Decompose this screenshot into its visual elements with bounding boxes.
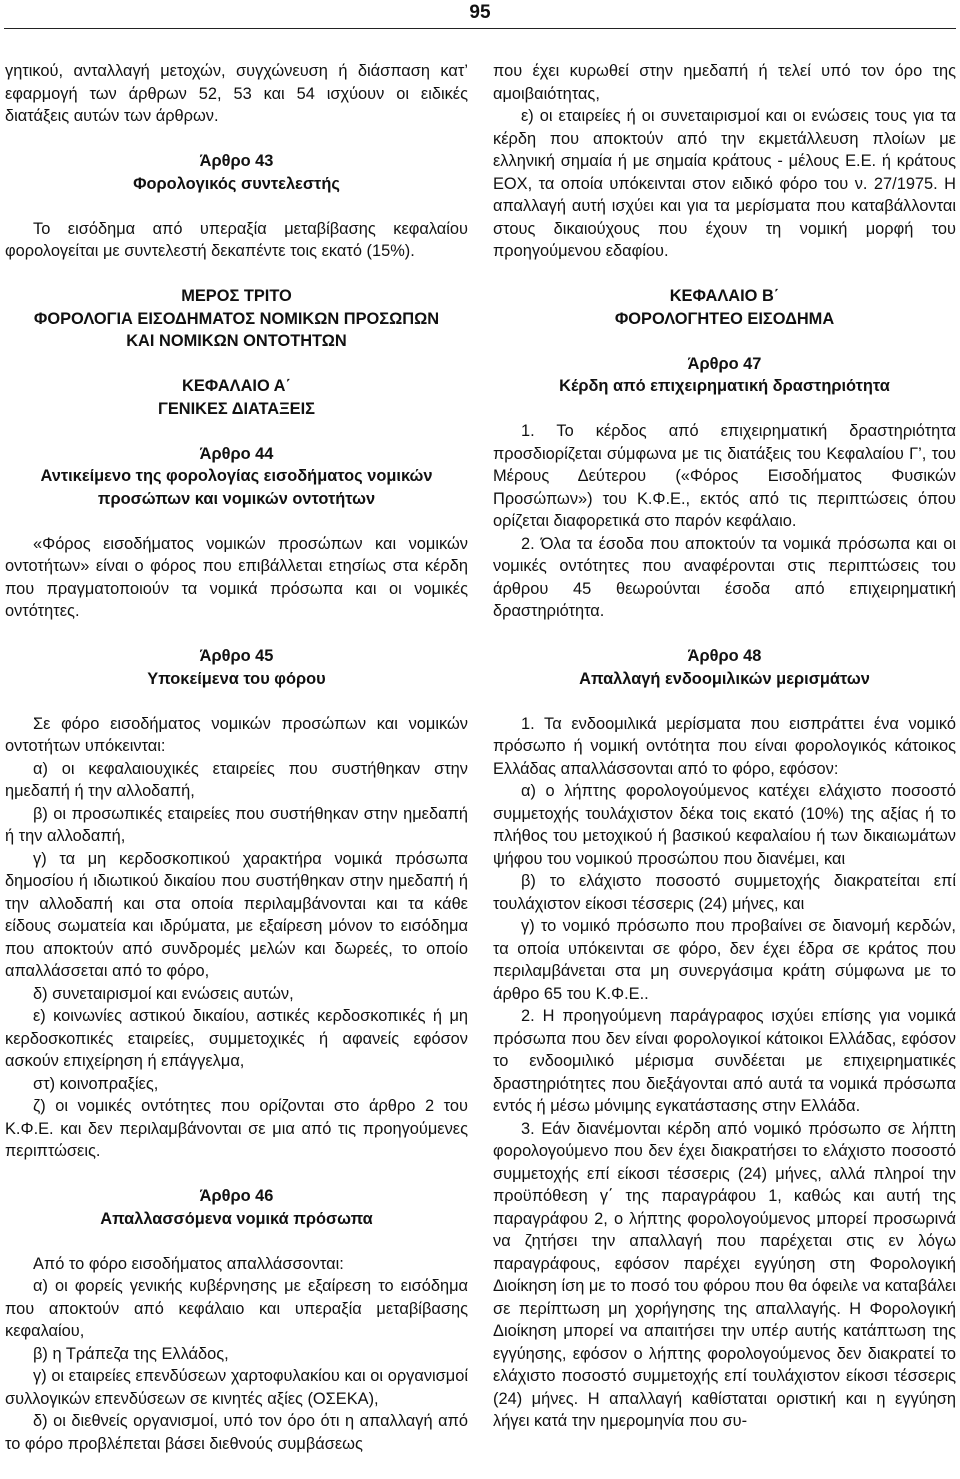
section-heading: Άρθρο 45 [199,647,274,665]
body-paragraph: γ) οι εταιρείες επενδύσεων χαρτοφυλακίου και οι οργανισμοί συλλογικών επενδύσεων σε κινητές αξίες (ΟΣΕΚΑ), [5,1367,468,1408]
body-paragraph: Σε φόρο εισοδήματος νομικών προσώπων και νομικών οντοτήτων υπόκεινται: [5,714,468,755]
section-heading: προσώπων και νομικών οντοτήτων [97,489,376,508]
section-heading: ΦΟΡΟΛΟΓΙΑ ΕΙΣΟΔΗΜΑΤΟΣ ΝΟΜΙΚΩΝ ΠΡΟΣΩΠΩΝ [33,309,440,328]
section-heading: Υποκείμενα του φόρου [147,669,326,688]
section-heading: Αντικείμενο της φορολογίας εισοδήματος νομικών [40,467,433,485]
body-paragraph: β) το ελάχιστο ποσοστό συμμετοχής διακρατείται επί τουλάχιστον είκοσι τέσσερις (24) μήνες, και [493,872,956,913]
body-paragraph: β) η Τράπεζα της Ελλάδος, [33,1344,229,1363]
section-heading: ΚΑΙ ΝΟΜΙΚΩΝ ΟΝΤΟΤΗΤΩΝ [126,332,347,350]
section-heading: Κέρδη από επιχειρηματική δραστηριότητα [559,377,890,395]
body-paragraph: α) οι φορείς γενικής κυβέρνησης με εξαίρεση το εισόδημα που αποκτούν από κεφάλαιο και υπεραξία μεταβίβασης κεφαλαίου, [5,1277,468,1340]
body-paragraph: «Φόρος εισοδήματος νομικών προσώπων και νομικών οντοτήτων» είναι ο φόρος που επιβάλλεται ετησίως στα κέρδη που πραγματοποιούν τα νομικά πρόσωπα και οι νομικές οντότητες. [5,534,468,620]
section-heading: ΜΕΡΟΣ ΤΡΙΤΟ [181,287,292,305]
left-text-column [5,60,468,1455]
body-paragraph: α) ο λήπτης φορολογούμενος κατέχει ελάχιστο ποσοστό συμμετοχής τουλάχιστον δέκα τοις εκατό (10%) της αξίας ή το πλήθος του μετοχικού ή βασικού κεφαλαίου ή των δικαιωμάτων ψήφου του νομικού προσώπου που διανέμει, και [493,782,956,868]
section-heading: Άρθρο 43 [199,152,274,170]
section-heading: Άρθρο 48 [687,647,762,665]
body-paragraph: δ) συνεταιρισμοί και ενώσεις αυτών, [33,984,294,1003]
body-paragraph: που έχει κυρωθεί στην ημεδαπή ή τελεί υπό τον όρο της αμοιβαιότητας, [493,62,956,103]
section-heading: ΓΕΝΙΚΕΣ ΔΙΑΤΑΞΕΙΣ [157,399,316,418]
body-paragraph: 1. Το κέρδος από επιχειρηματική δραστηριότητα προσδιορίζεται σύμφωνα με τις διατάξεις του Κεφαλαίου Γ’, του Μέρους Δεύτερου («Φόρος Εισοδήματος Φυσικών Προσώπων») του Κ.Φ.Ε., εκτός από τις περιπτώσεις όπου ορίζεται διαφορετικά στο παρόν κεφάλαιο. [493,422,956,530]
body-paragraph: στ) κοινοπραξίες, [33,1074,159,1093]
page-number: 95 [469,2,491,23]
section-heading: Απαλλαγή ενδοομιλικών μερισμάτων [579,669,870,688]
section-heading: ΚΕΦΑΛΑΙΟ Β΄ [669,287,780,305]
section-heading: Φορολογικός συντελεστής [133,174,340,193]
body-paragraph: 2. Η προηγούμενη παράγραφος ισχύει επίσης για νομικά πρόσωπα που δεν είναι φορολογικοί κάτοικοι Ελλάδας, εφόσον το ενδοομιλικό μέρισμα συνδέεται με επιχειρηματικές δραστηριότητες που διεξάγονται από αυτά τα νομικά πρόσωπα εντός ή μέσω μόνιμης εγκατάστασης στην Ελλάδα. [493,1007,956,1115]
section-heading: Άρθρο 47 [687,354,762,373]
body-paragraph: γητικού, ανταλλαγή μετοχών, συγχώνευση ή διάσπαση κατ’ εφαρμογή των άρθρων 52, 53 και 54 ισχύουν οι ειδικές διατάξεις αυτών των άρθρων. [5,62,468,125]
right-text-column [493,60,956,1433]
body-paragraph: ε) κοινωνίες αστικού δικαίου, αστικές κερδοσκοπικές ή μη κερδοσκοπικές εταιρείες, συμμετοχικές ή αφανείς εφόσον ασκούν επιχείρηση ή επάγγελμα, [5,1007,468,1070]
body-paragraph: α) οι κεφαλαιουχικές εταιρείες που συστήθηκαν στην ημεδαπή ή την αλλοδαπή, [5,759,468,800]
section-heading: Άρθρο 44 [199,444,274,463]
body-paragraph: γ) τα μη κερδοσκοπικού χαρακτήρα νομικά πρόσωπα δημοσίου ή ιδιωτικού δικαίου που συστήθηκαν στην ημεδαπή ή την αλλοδαπή και στα οποία περιλαμβάνονται και τα κάθε είδους σωματεία και ιδρύματα, με εξαίρεση μόνον το εισόδημα που αποκτούν από συνδρομές μελών και δωρεές, το οποίο απαλλάσσεται από το φόρο, [5,849,468,980]
header-rule [4,28,956,29]
body-paragraph: ζ) οι νομικές οντότητες που ορίζονται στο άρθρο 2 του Κ.Φ.Ε. και δεν περιλαμβάνονται σε μια από τις προηγούμενες περιπτώσεις. [5,1097,468,1160]
section-heading: Άρθρο 46 [199,1187,274,1205]
body-paragraph: ε) οι εταιρείες ή οι συνεταιρισμοί και οι ενώσεις τους για τα κέρδη που αποκτούν από την εκμετάλλευση πλοίων με ελληνική σημαία ή με σημαία κράτους - μέλους Ε.Ε. ή κράτους ΕΟΧ, τα οποία υπόκεινται στον ειδικό φόρο του ν. 27/1975. Η απαλλαγή αυτή ισχύει και για τα μερίσματα που καταβάλλονται στους δικαιούχους που έχουν τη νομική μορφή του προηγούμενου εδαφίου. [493,107,956,260]
section-heading: ΦΟΡΟΛΟΓΗΤΕΟ ΕΙΣΟΔΗΜΑ [614,309,835,328]
body-paragraph: 2. Όλα τα έσοδα που αποκτούν τα νομικά πρόσωπα και οι νομικές οντότητες που αναφέρονται στις περιπτώσεις του άρθρου 45 θεωρούνται έσοδα από επιχειρηματική δραστηριότητα. [493,534,956,620]
body-paragraph: δ) οι διεθνείς οργανισμοί, υπό τον όρο ότι η απαλλαγή από το φόρο προβλέπεται βάσει διεθνούς συμβάσεως [5,1412,468,1453]
body-paragraph: 3. Εάν διανέμονται κέρδη από νομικό πρόσωπο σε λήπτη φορολογούμενο που δεν έχει διακρατήσει το ελάχιστο ποσοστό συμμετοχής επί είκοσι τέσσερις (24) μήνες, αλλά πληροί την προϋπόθεση γ΄ της παραγράφου 1, καθώς και αυτή της παραγράφου 2, ο λήπτης φορολογούμενος μπορεί προσωρινά να ζητήσει την απαλλαγή που παρέχεται στις εν λόγω παραγράφους, εφόσον παρέχει εγγύηση στη Φορολογική Διοίκηση ίση με το ποσό του φόρου που θα όφειλε να καταβάλει σε περίπτωση μη χορήγησης της απαλλαγής. Η Φορολογική Διοίκηση μπορεί να απαιτήσει την υπέρ αυτής κατάπτωση της εγγύησης, εφόσον ο λήπτης φορολογούμενος δεν διακρατεί το ελάχιστο ποσοστό συμμετοχής επί τουλάχιστον είκοσι τέσσερις (24) μήνες. Η απαλλαγή καθίσταται οριστική και η εγγύηση λήγει κατά την ημερομηνία που συ- [493,1119,956,1430]
body-paragraph: β) οι προσωπικές εταιρείες που συστήθηκαν στην ημεδαπή ή την αλλοδαπή, [5,804,468,845]
body-paragraph: 1. Τα ενδοομιλικά μερίσματα που εισπράττει ένα νομικό πρόσωπο ή νομική οντότητα που είναι φορολογικός κάτοικος Ελλάδας απαλλάσσονται από το φόρο, εφόσον: [493,714,956,778]
body-paragraph: γ) το νομικό πρόσωπο που προβαίνει σε διανομή κερδών, τα οποία υπόκεινται σε φόρο, δεν έχει έδρα σε κράτος που περιλαμβάνεται στα μη συνεργάσιμα κράτη σύμφωνα με το άρθρο 65 του Κ.Φ.Ε.. [493,917,956,1003]
section-heading: Απαλλασσόμενα νομικά πρόσωπα [100,1209,373,1228]
body-paragraph: Το εισόδημα από υπεραξία μεταβίβασης κεφαλαίου φορολογείται με συντελεστή δεκαπέντε τοις εκατό (15%). [5,219,468,260]
body-paragraph: Από το φόρο εισοδήματος απαλλάσσονται: [33,1254,344,1273]
section-heading: ΚΕΦΑΛΑΙΟ Α΄ [182,377,291,395]
